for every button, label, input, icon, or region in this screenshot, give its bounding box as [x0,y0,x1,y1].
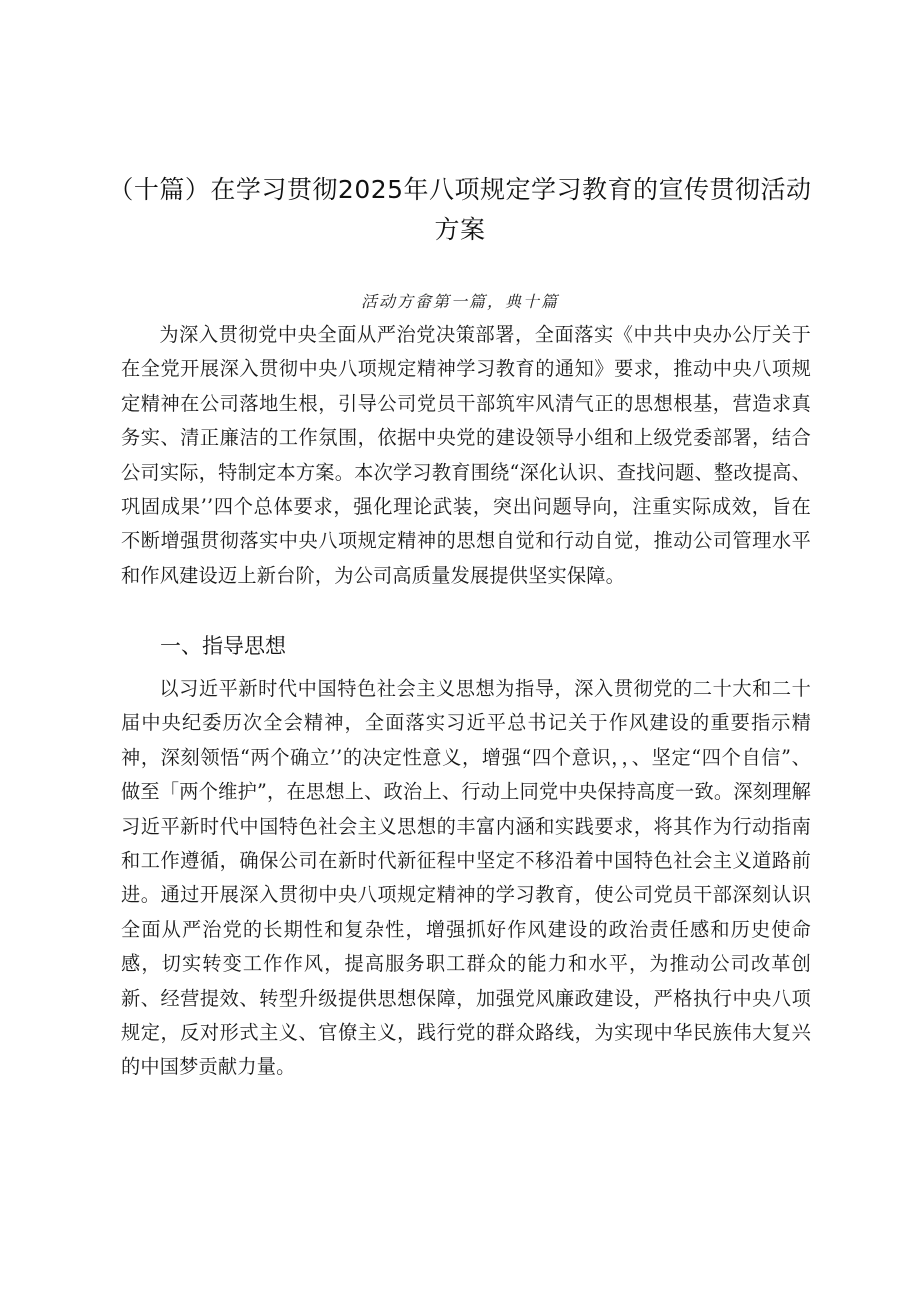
document-title-line-2: 方案 [434,215,486,244]
document-subtitle: 活动方畲第一篇，典十篇 [360,292,559,311]
intro-paragraph: 为深入贯彻党中央全面从严治党决策部署，全面落实《中共中央办公厅关于在全党开展深入贯彻中央八项规定精神学习教育的通知》要求，推动中央八项规定精神在公司落地生根，引导公司党员干部筑牢风清气正的思想根基，营造求真务实、清正廉洁的工作氛围，依据中央党的建设领导小组和上级党委部署，结合公司实际，特制定本方案。本次学习教育围绕“深化认识、查找问题、整改提高、巩固成果’’四个总体要求，强化理论武装，突出问题导向，注重实际成效，旨在不断增强贯彻落实中央八项规定精神的思想自觉和行动自觉，推动公司管理水平和作风建设迈上新台阶，为公司高质量发展提供坚实保障。 [121,323,811,587]
guiding-ideology-paragraph: 以习近平新时代中国特色社会主义思想为指导，深入贯彻党的二十大和二十届中央纪委历次全会精神，全面落实习近平总书记关于作风建设的重要指示精神，深刻领悟“两个确立’’的决定性意义，增强“四个意识，，、坚定“四个自信”、做至「两个维护”，在思想上、政治上、行动上同党中央保持高度一致。深刻理解习近平新时代中国特色社会主义思想的丰富内涵和实践要求，将其作为行动指南和工作遵循，确保公司在新时代新征程中坚定不移沿着中国特色社会主义道路前进。通过开展深入贯彻中央八项规定精神的学习教育，使公司党员干部深刻认识全面从严治党的长期性和复杂性，增强抓好作风建设的政治责任感和历史使命感，切实转变工作作风，提高服务职工群众的能力和水平，为推动公司改革创新、经营提效、转型升级提供思想保障，加强党风廉政建设，严格执行中央八项规定，反对形式主义、官僚主义，践行党的群众路线，为实现中华民族伟大复兴的中国梦贡献力量。 [121,677,811,1079]
document-title-line-1: （十篇）在学习贯彻2025年八项规定学习教育的宣传贯彻活动 [108,175,812,204]
section-heading-guiding-ideology: 一、指导思想 [160,634,286,658]
